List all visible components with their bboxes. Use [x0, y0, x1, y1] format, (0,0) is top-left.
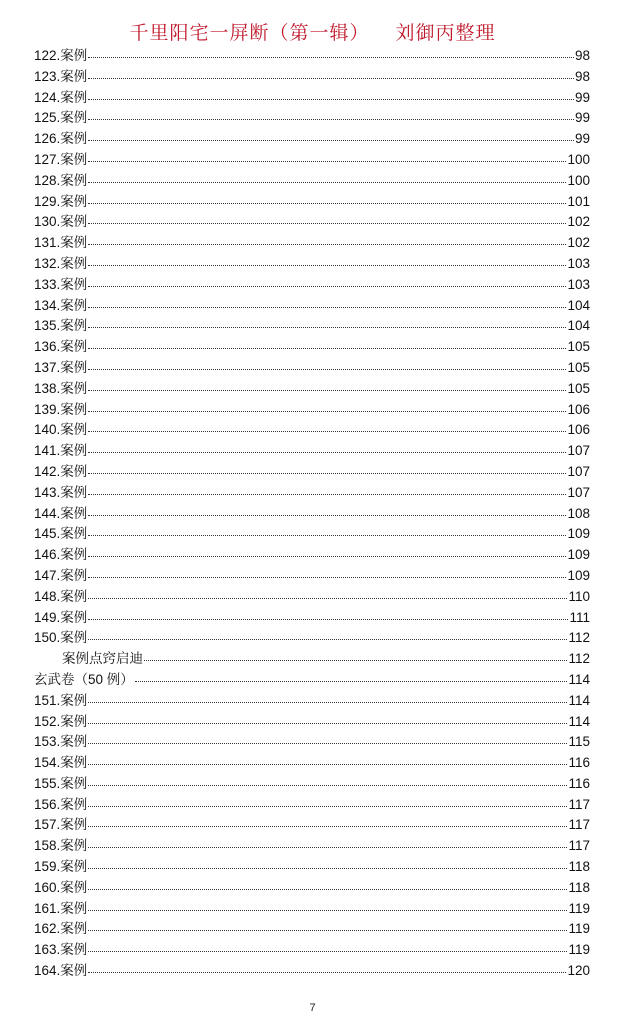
toc-entry-label: 129.案例 [34, 193, 88, 209]
dot-leader [88, 264, 566, 266]
toc-entry-label: 164.案例 [34, 963, 88, 979]
toc-entry-label: 123.案例 [34, 68, 88, 84]
dot-leader [88, 472, 566, 474]
toc-entry-page: 102 [567, 235, 590, 251]
toc-entry-label: 162.案例 [34, 921, 88, 937]
toc-entry-label: 145.案例 [34, 526, 88, 542]
toc-entry-label: 144.案例 [34, 505, 88, 521]
toc-entry[interactable] [34, 691, 590, 712]
dot-leader [88, 638, 567, 640]
toc-entry-label: 135.案例 [34, 318, 88, 334]
toc-entry[interactable] [34, 67, 590, 88]
toc-entry[interactable] [34, 316, 590, 337]
toc-entry-label: 147.案例 [34, 567, 88, 583]
toc-entry[interactable] [34, 649, 590, 670]
dot-leader [88, 222, 566, 224]
toc-entry-label: 125.案例 [34, 110, 88, 126]
dot-leader [88, 701, 567, 703]
toc-entry[interactable] [34, 46, 590, 67]
toc-entry[interactable] [34, 836, 590, 857]
table-of-contents [34, 46, 590, 982]
toc-entry-label: 151.案例 [34, 692, 88, 708]
dot-leader [144, 659, 567, 661]
dot-leader [88, 888, 567, 890]
toc-entry-page: 102 [567, 214, 590, 230]
toc-entry[interactable] [34, 379, 590, 400]
dot-leader [88, 909, 567, 911]
toc-entry-page: 103 [567, 255, 590, 271]
toc-entry-page: 105 [567, 339, 590, 355]
toc-entry-page: 116 [568, 775, 590, 791]
dot-leader [88, 430, 566, 432]
dot-leader [88, 326, 566, 328]
toc-entry-page: 117 [568, 796, 590, 812]
toc-entry-label: 132.案例 [34, 255, 88, 271]
toc-entry[interactable] [34, 358, 590, 379]
toc-entry-page: 119 [568, 921, 590, 937]
toc-entry[interactable] [34, 670, 590, 691]
toc-entry[interactable] [34, 753, 590, 774]
toc-entry-page: 99 [574, 131, 590, 147]
toc-entry-label: 163.案例 [34, 942, 88, 958]
toc-entry-label: 156.案例 [34, 796, 88, 812]
toc-entry-page: 117 [568, 817, 590, 833]
toc-entry-page: 118 [568, 859, 590, 875]
toc-entry[interactable] [34, 524, 590, 545]
toc-entry[interactable] [34, 483, 590, 504]
toc-entry-page: 106 [567, 422, 590, 438]
toc-entry-label: 150.案例 [34, 630, 88, 646]
toc-entry-page: 109 [567, 547, 590, 563]
toc-entry[interactable] [34, 337, 590, 358]
toc-entry[interactable] [34, 795, 590, 816]
toc-entry-page: 115 [568, 734, 590, 750]
dot-leader [88, 243, 566, 245]
toc-entry-page: 117 [568, 838, 590, 854]
toc-entry[interactable] [34, 88, 590, 109]
toc-entry-page: 119 [568, 942, 590, 958]
toc-entry-page: 99 [574, 89, 590, 105]
toc-entry-label: 126.案例 [34, 131, 88, 147]
toc-entry-page: 110 [568, 588, 590, 604]
toc-entry[interactable] [34, 628, 590, 649]
toc-entry[interactable] [34, 400, 590, 421]
dot-leader [88, 597, 567, 599]
dot-leader [88, 514, 566, 516]
dot-leader [88, 202, 566, 204]
toc-entry-page: 119 [568, 900, 590, 916]
dot-leader [88, 576, 566, 578]
dot-leader [135, 680, 568, 682]
dot-leader [88, 368, 566, 370]
dot-leader [88, 139, 574, 141]
toc-entry[interactable] [34, 961, 590, 982]
toc-entry-page: 105 [567, 380, 590, 396]
toc-entry[interactable] [34, 878, 590, 899]
toc-entry-page: 107 [567, 463, 590, 479]
toc-entry[interactable] [34, 857, 590, 878]
dot-leader [88, 805, 567, 807]
dot-leader [88, 867, 567, 869]
toc-entry-page: 104 [567, 318, 590, 334]
toc-entry-label: 142.案例 [34, 463, 88, 479]
dot-leader [88, 410, 566, 412]
toc-entry[interactable] [34, 441, 590, 462]
dot-leader [88, 56, 574, 58]
toc-entry-page: 100 [567, 172, 590, 188]
toc-entry-page: 103 [567, 276, 590, 292]
toc-entry[interactable] [34, 545, 590, 566]
toc-entry[interactable] [34, 129, 590, 150]
toc-entry-label: 161.案例 [34, 900, 88, 916]
toc-entry-label: 130.案例 [34, 214, 88, 230]
toc-entry-label: 153.案例 [34, 734, 88, 750]
toc-entry[interactable] [34, 254, 590, 275]
toc-entry-page: 101 [567, 193, 590, 209]
toc-entry-label: 124.案例 [34, 89, 88, 105]
dot-leader [88, 825, 567, 827]
toc-entry-label: 玄武卷（50 例） [34, 671, 134, 687]
toc-entry[interactable] [34, 212, 590, 233]
toc-entry-label: 128.案例 [34, 172, 88, 188]
toc-entry[interactable] [34, 192, 590, 213]
toc-entry[interactable] [34, 712, 590, 733]
dot-leader [88, 118, 574, 120]
dot-leader [88, 98, 574, 100]
toc-entry-page: 105 [567, 359, 590, 375]
document-author: 刘御丙整理 [395, 22, 496, 44]
toc-entry-label: 152.案例 [34, 713, 88, 729]
toc-entry-label: 案例点窍启迪 [62, 651, 143, 667]
toc-entry-label: 133.案例 [34, 276, 88, 292]
toc-entry-page: 107 [567, 484, 590, 500]
document-title: 千里阳宅一屏断（第一辑） [129, 22, 370, 44]
toc-entry-page: 109 [567, 567, 590, 583]
toc-entry[interactable] [34, 940, 590, 961]
toc-entry-page: 98 [574, 48, 590, 63]
toc-entry[interactable] [34, 462, 590, 483]
toc-entry-label: 157.案例 [34, 817, 88, 833]
toc-entry[interactable] [34, 150, 590, 171]
dot-leader [88, 181, 566, 183]
toc-entry[interactable] [34, 420, 590, 441]
toc-entry-label: 143.案例 [34, 484, 88, 500]
dot-leader [88, 784, 567, 786]
toc-entry-label: 159.案例 [34, 859, 88, 875]
toc-entry[interactable] [34, 171, 590, 192]
toc-entry[interactable] [34, 233, 590, 254]
toc-entry-page: 100 [567, 151, 590, 167]
toc-entry-page: 98 [574, 68, 590, 84]
toc-entry-label: 140.案例 [34, 422, 88, 438]
toc-entry[interactable] [34, 919, 590, 940]
dot-leader [88, 160, 566, 162]
toc-entry[interactable] [34, 504, 590, 525]
dot-leader [88, 846, 567, 848]
toc-entry-page: 112 [568, 630, 590, 646]
dot-leader [88, 763, 567, 765]
toc-entry-label: 149.案例 [34, 609, 88, 625]
toc-entry-page: 112 [568, 651, 590, 667]
toc-entry[interactable] [34, 108, 590, 129]
toc-entry-label: 131.案例 [34, 235, 88, 251]
toc-entry[interactable] [34, 275, 590, 296]
toc-entry-page: 99 [574, 110, 590, 126]
page-header [0, 18, 625, 46]
toc-entry[interactable] [34, 774, 590, 795]
toc-entry-page: 104 [567, 297, 590, 313]
toc-entry-label: 154.案例 [34, 755, 88, 771]
toc-entry-page: 114 [568, 671, 590, 687]
toc-entry-label: 158.案例 [34, 838, 88, 854]
toc-entry-label: 122.案例 [34, 48, 88, 63]
toc-entry-page: 114 [568, 713, 590, 729]
toc-entry[interactable] [34, 732, 590, 753]
dot-leader [88, 389, 566, 391]
toc-entry-label: 141.案例 [34, 443, 88, 459]
toc-entry[interactable] [34, 566, 590, 587]
dot-leader [88, 929, 567, 931]
toc-entry[interactable] [34, 296, 590, 317]
toc-entry-label: 160.案例 [34, 879, 88, 895]
toc-entry[interactable] [34, 815, 590, 836]
toc-entry[interactable] [34, 899, 590, 920]
page-number: 7 [309, 1002, 316, 1014]
toc-entry-label: 138.案例 [34, 380, 88, 396]
toc-entry-label: 134.案例 [34, 297, 88, 313]
dot-leader [88, 534, 566, 536]
dot-leader [88, 618, 568, 620]
toc-entry-label: 148.案例 [34, 588, 88, 604]
toc-entry-label: 155.案例 [34, 775, 88, 791]
toc-entry-label: 139.案例 [34, 401, 88, 417]
toc-entry-page: 111 [569, 609, 590, 625]
dot-leader [88, 493, 566, 495]
toc-entry-label: 136.案例 [34, 339, 88, 355]
toc-entry-page: 118 [568, 879, 590, 895]
toc-entry-page: 114 [568, 692, 590, 708]
toc-entry-page: 116 [568, 755, 590, 771]
toc-entry-page: 109 [567, 526, 590, 542]
toc-entry-page: 106 [567, 401, 590, 417]
toc-entry-page: 108 [567, 505, 590, 521]
dot-leader [88, 77, 574, 79]
toc-entry[interactable] [34, 587, 590, 608]
dot-leader [88, 971, 566, 973]
dot-leader [88, 285, 566, 287]
toc-entry-page: 107 [567, 443, 590, 459]
toc-entry[interactable] [34, 608, 590, 629]
toc-entry-label: 127.案例 [34, 151, 88, 167]
dot-leader [88, 555, 566, 557]
toc-entry-label: 137.案例 [34, 359, 88, 375]
dot-leader [88, 306, 566, 308]
dot-leader [88, 742, 567, 744]
dot-leader [88, 950, 567, 952]
toc-entry-label: 146.案例 [34, 547, 88, 563]
dot-leader [88, 722, 567, 724]
dot-leader [88, 451, 566, 453]
dot-leader [88, 347, 566, 349]
toc-entry-page: 120 [567, 963, 590, 979]
